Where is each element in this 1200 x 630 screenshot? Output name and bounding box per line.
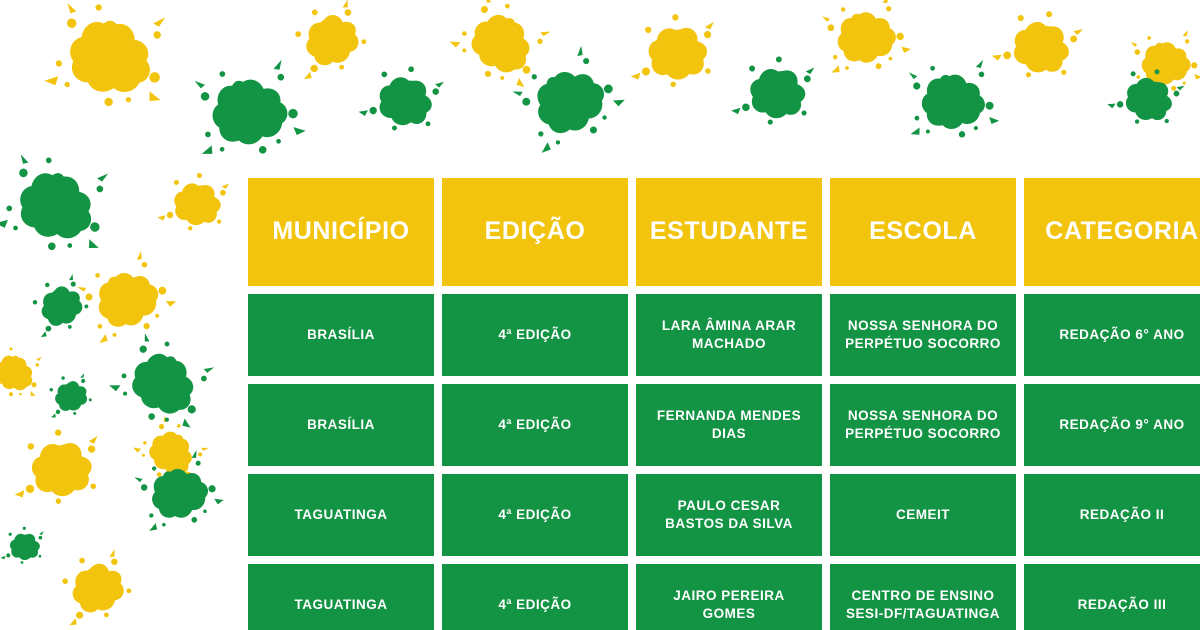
cell-categoria: REDAÇÃO 9° ANO bbox=[1024, 384, 1200, 466]
cell-municipio: BRASÍLIA bbox=[248, 294, 434, 376]
table-row bbox=[248, 474, 1200, 556]
column-header-escola: ESCOLA bbox=[830, 178, 1016, 286]
cell-municipio: TAGUATINGA bbox=[248, 474, 434, 556]
table-row bbox=[248, 384, 1200, 466]
table-row bbox=[248, 294, 1200, 376]
table-header-row bbox=[248, 178, 1200, 286]
cell-categoria: REDAÇÃO II bbox=[1024, 474, 1200, 556]
winners-table bbox=[240, 170, 1200, 630]
cell-escola: NOSSA SENHORA DO PERPÉTUO SOCORRO bbox=[830, 294, 1016, 376]
cell-municipio: TAGUATINGA bbox=[248, 564, 434, 630]
column-header-estudante: ESTUDANTE bbox=[636, 178, 822, 286]
cell-estudante: LARA ÂMINA ARAR MACHADO bbox=[636, 294, 822, 376]
cell-categoria: REDAÇÃO III bbox=[1024, 564, 1200, 630]
cell-edicao: 4ª EDIÇÃO bbox=[442, 384, 628, 466]
cell-escola: NOSSA SENHORA DO PERPÉTUO SOCORRO bbox=[830, 384, 1016, 466]
cell-estudante: FERNANDA MENDES DIAS bbox=[636, 384, 822, 466]
cell-edicao: 4ª EDIÇÃO bbox=[442, 564, 628, 630]
winners-table-container bbox=[240, 170, 1200, 630]
cell-escola: CEMEIT bbox=[830, 474, 1016, 556]
table-header bbox=[248, 178, 1200, 286]
column-header-municipio: MUNICÍPIO bbox=[248, 178, 434, 286]
column-header-categoria: CATEGORIA bbox=[1024, 178, 1200, 286]
cell-categoria: REDAÇÃO 6° ANO bbox=[1024, 294, 1200, 376]
table-row bbox=[248, 564, 1200, 630]
table-body bbox=[248, 294, 1200, 630]
cell-escola: CENTRO DE ENSINO SESI-DF/TAGUATINGA bbox=[830, 564, 1016, 630]
cell-edicao: 4ª EDIÇÃO bbox=[442, 294, 628, 376]
column-header-edicao: EDIÇÃO bbox=[442, 178, 628, 286]
cell-estudante: JAIRO PEREIRA GOMES bbox=[636, 564, 822, 630]
cell-municipio: BRASÍLIA bbox=[248, 384, 434, 466]
cell-edicao: 4ª EDIÇÃO bbox=[442, 474, 628, 556]
cell-estudante: PAULO CESAR BASTOS DA SILVA bbox=[636, 474, 822, 556]
